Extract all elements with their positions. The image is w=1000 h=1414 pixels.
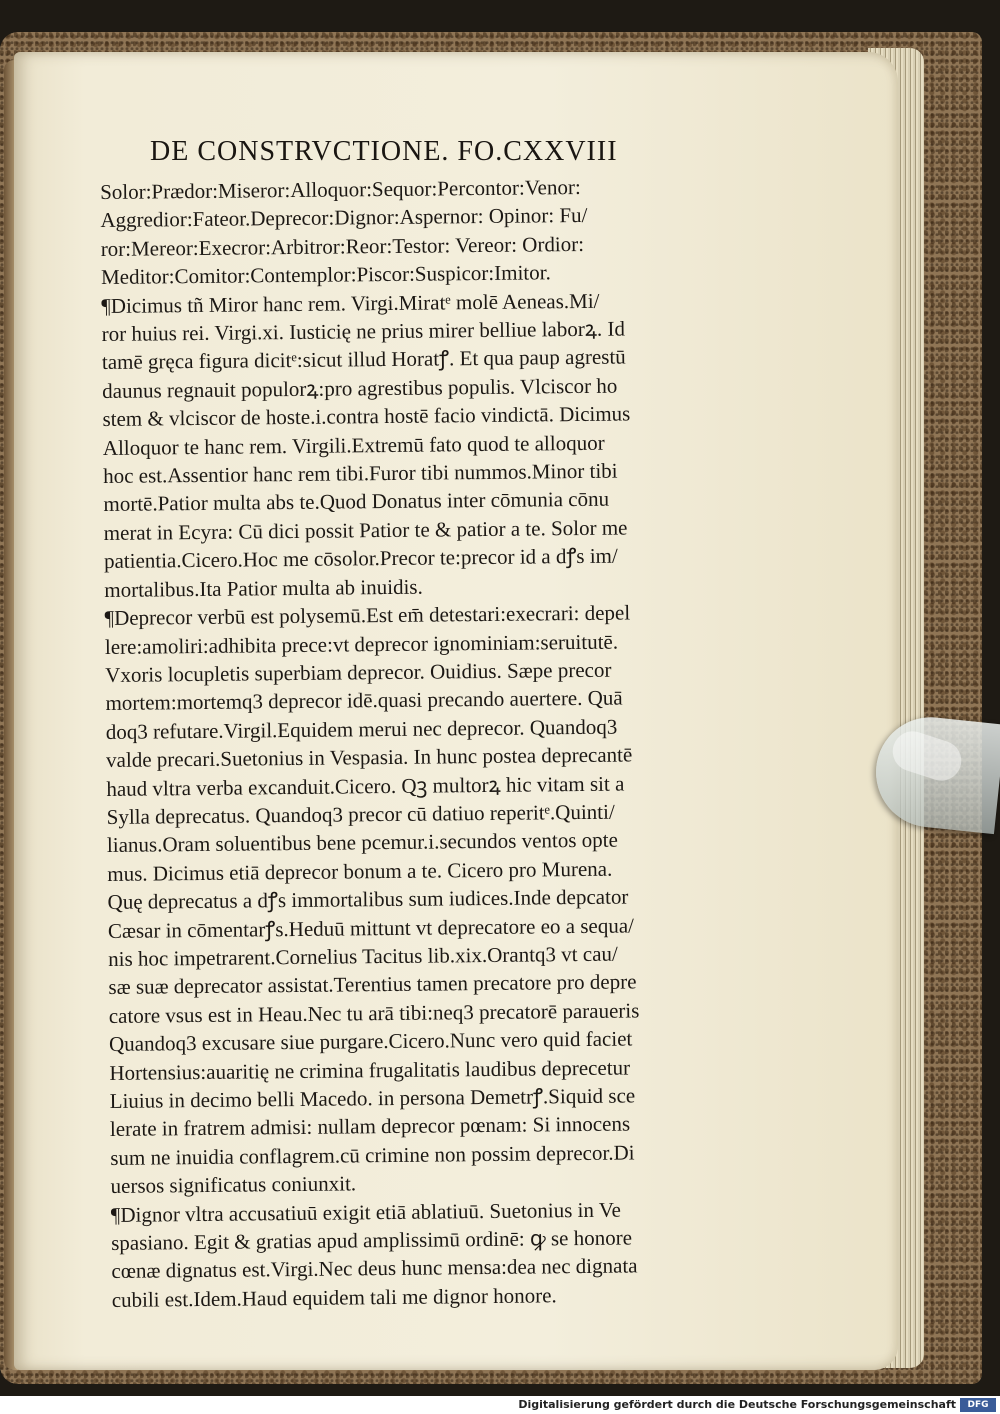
page-body-text <box>100 172 726 1315</box>
text-line: stem & vlciscor de hoste.i.contra hostē facio vindictā. Dicimus <box>102 401 631 432</box>
footer-bar <box>0 1396 1000 1414</box>
text-line: mortē.Patior multa abs te.Quod Donatus inter cōmunia cōnu <box>103 487 610 517</box>
text-line: mortalibus.Ita Patior multa ab inuidis. <box>104 574 423 602</box>
text-line: sæ suæ deprecator assistat.Terentius tamen precatore pro depre <box>108 969 637 1000</box>
text-line: hoc est.Assentior hanc rem tibi.Furor tibi nummos.Minor tibi <box>102 458 618 489</box>
text-line: ¶Dicimus tñ Miror hanc rem. Virgi.Miratᵉ molē Aeneas.Mi/ <box>101 288 600 318</box>
text-line: merat in Ecyra: Cū dici possit Patior te & patior a te. Solor me <box>103 515 628 545</box>
dfg-logo: DFG <box>960 1398 996 1412</box>
text-line: uersos significatus coniunxit. <box>110 1171 357 1199</box>
text-line: patientia.Cicero.Hoc me cōsolor.Precor te:precor id a dꝭs im/ <box>103 543 618 574</box>
text-line: lianus.Oram soluentibus bene pcemur.i.secundos ventos opte <box>106 827 618 858</box>
text-line: ror huius rei. Virgi.xi. Iusticię ne prius mirer belliue laborꝝ. Id <box>101 316 626 347</box>
text-line: Cæsar in cōmentarꝭs.Heduū mittunt vt deprecatore eo a sequa/ <box>107 913 635 943</box>
text-line: Vxoris locupletis superbiam deprecor. Ouidius. Sæpe precor <box>105 657 612 687</box>
text-line: tamē gręca figura dicitᵉ:sicut illud Horatꝭ. Et qua paup agrestū <box>101 344 626 375</box>
text-line: cœnæ dignatus est.Virgi.Nec deus hunc mensa:dea nec dignata <box>111 1253 638 1284</box>
text-line: daunus regnauit populorꝝ:pro agrestibus populis. Vlciscor ho <box>102 373 618 403</box>
text-line: mus. Dicimus etiā deprecor bonum a te. Cicero pro Murena. <box>107 856 613 886</box>
text-line: spasiano. Egit & gratias apud amplissimū ordinē: ꝙ se honore <box>111 1225 633 1255</box>
text-line: doq3 refutare.Virgil.Equidem merui nec deprecor. Quandoq3 <box>105 714 618 744</box>
text-line: haud vltra verba excanduit.Cicero. Qꝫ multorꝝ hic vitam sit a <box>106 771 625 801</box>
text-line: cubili est.Idem.Haud equidem tali me dignor honore. <box>111 1283 557 1312</box>
text-line: ¶Dignor vltra accusatiuū exigit etiā ablatiuū. Suetonius in Ve <box>110 1197 622 1227</box>
text-line: mortem:mortemq3 deprecor idē.quasi precando auertere. Quā <box>105 685 623 716</box>
text-line: catore vsus est in Heau.Nec tu arā tibi:neq3 precatorē paraueris <box>108 998 640 1028</box>
page-heading: DE CONSTRVCTIONE. FO.CXXVIII <box>150 136 618 167</box>
funding-credit: Digitalisierung gefördert durch die Deutsche Forschungsgemeinschaft <box>518 1398 956 1411</box>
text-line: nis hoc impetrarent.Cornelius Tacitus lib.xix.Orantq3 vt cau/ <box>108 941 618 971</box>
text-line: Solor:Prædor:Miseror:Alloquor:Sequor:Percontor:Venor: <box>100 174 581 204</box>
text-line: Hortensius:auaritię ne crimina frugalitatis laudibus deprecetur <box>109 1055 631 1085</box>
text-line: ror:Mereor:Execror:Arbitror:Reor:Testor: Vereor: Ordior: <box>100 231 585 261</box>
text-line: Quandoq3 excusare siue purgare.Cicero.Nunc vero quid faciet <box>108 1026 633 1057</box>
text-line: sum ne inuidia conflagrem.cū crimine non possim deprecor.Di <box>110 1140 635 1170</box>
text-line: Aggredior:Fateor.Deprecor:Dignor:Aspernor: Opinor: Fu/ <box>100 203 588 233</box>
text-line: Liuius in decimo belli Macedo. in persona Demetrꝭ.Siquid sce <box>109 1083 636 1113</box>
text-line: Meditor:Comitor:Contemplor:Piscor:Suspicor:Imitor. <box>100 260 551 290</box>
text-line: Alloquor te hanc rem. Virgili.Extremū fato quod te alloquor <box>102 430 605 460</box>
text-line: ¶Deprecor verbū est polysemū.Est em̄ detestari:execrari: depel <box>104 600 631 631</box>
text-line: lerate in fratrem admisi: nullam deprecor pœnam: Si innocens <box>109 1111 631 1142</box>
text-line: valde precari.Suetonius in Vespasia. In hunc postea deprecantē <box>105 742 633 773</box>
text-line: lere:amoliri:adhibita prece:vt deprecor ignominiam:seruitutē. <box>104 629 619 659</box>
text-line: Quę deprecatus a dꝭs immortalibus sum iudices.Inde depcator <box>107 884 629 915</box>
text-line: Sylla deprecatus. Quandoq3 precor cū datiuo reperitᵉ.Quinti/ <box>106 799 615 829</box>
